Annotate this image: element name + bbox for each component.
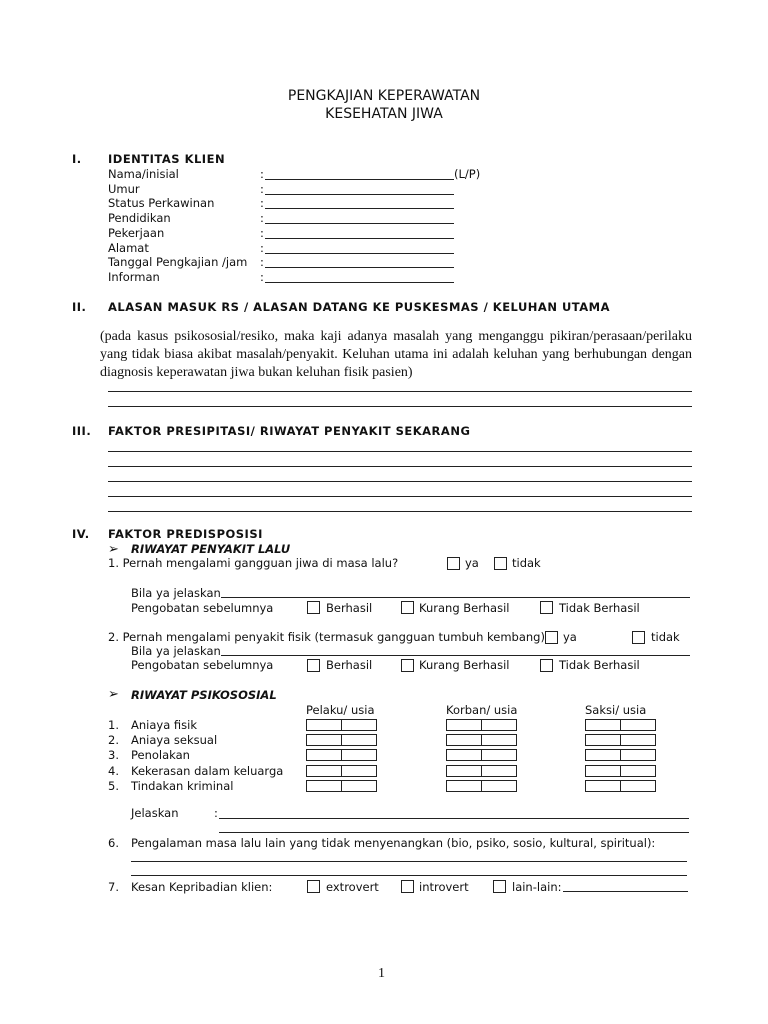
jelaskan-label: Jelaskan (131, 806, 179, 820)
psychosocial-item-number: 4. (108, 764, 119, 778)
colon: : (260, 167, 264, 181)
tidak-checkbox[interactable] (632, 631, 645, 644)
question-7: Kesan Kepribadian klien: (131, 880, 273, 894)
identity-field-input-line[interactable] (265, 208, 454, 209)
section-4-heading: FAKTOR PREDISPOSISI (108, 527, 263, 541)
colon: : (260, 270, 264, 284)
psychosocial-input-cell[interactable] (620, 765, 656, 777)
psychosocial-input-cell[interactable] (620, 719, 656, 731)
psychosocial-input-cell[interactable] (341, 734, 377, 746)
berhasil-checkbox[interactable] (307, 659, 320, 672)
psychosocial-input-cell[interactable] (620, 734, 656, 746)
psychosocial-input-cell[interactable] (446, 749, 482, 761)
colon: : (260, 196, 264, 210)
title-line-1: PENGKAJIAN KEPERAWATAN (287, 88, 481, 104)
answer-line[interactable] (108, 496, 692, 497)
identity-field-label: Pendidikan (108, 211, 171, 225)
arrow-bullet-icon: ➢ (108, 687, 119, 702)
psychosocial-item-label: Penolakan (131, 748, 190, 762)
answer-line[interactable] (219, 832, 689, 833)
answer-line[interactable] (221, 597, 690, 598)
tidak-berhasil-checkbox[interactable] (540, 659, 553, 672)
colon: : (214, 806, 218, 820)
psychosocial-input-cell[interactable] (341, 719, 377, 731)
psychosocial-input-cell[interactable] (306, 734, 342, 746)
lain-lain-label: lain-lain: (512, 880, 562, 894)
psychosocial-input-cell[interactable] (446, 780, 482, 792)
identity-field-input-line[interactable] (265, 179, 454, 180)
section-2-heading: ALASAN MASUK RS / ALASAN DATANG KE PUSKESMAS / KELUHAN UTAMA (108, 300, 610, 314)
subheading-riwayat-penyakit-lalu: RIWAYAT PENYAKIT LALU (131, 542, 291, 556)
psychosocial-item-number: 3. (108, 748, 119, 762)
psychosocial-input-cell[interactable] (481, 749, 517, 761)
psychosocial-input-cell[interactable] (585, 780, 621, 792)
column-pelaku: Pelaku/ usia (306, 703, 375, 717)
psychosocial-input-cell[interactable] (481, 765, 517, 777)
identity-field-input-line[interactable] (265, 267, 454, 268)
introvert-checkbox[interactable] (401, 880, 414, 893)
answer-line[interactable] (108, 466, 692, 467)
tidak-berhasil-label: Tidak Berhasil (559, 658, 640, 672)
section-1-number: I. (72, 152, 82, 166)
section-2-number: II. (72, 300, 87, 314)
kurang-berhasil-checkbox[interactable] (401, 659, 414, 672)
psychosocial-input-cell[interactable] (306, 780, 342, 792)
colon: : (260, 241, 264, 255)
identity-field-input-line[interactable] (265, 238, 454, 239)
psychosocial-item-label: Aniaya fisik (131, 718, 197, 732)
psychosocial-input-cell[interactable] (306, 765, 342, 777)
question-6-number: 6. (108, 836, 119, 850)
extrovert-label: extrovert (326, 880, 379, 894)
tidak-berhasil-label: Tidak Berhasil (559, 601, 640, 615)
identity-field-label: Nama/inisial (108, 167, 179, 181)
psychosocial-item-label: Aniaya seksual (131, 733, 218, 747)
column-korban: Korban/ usia (446, 703, 518, 717)
ya-label: ya (563, 630, 577, 644)
berhasil-checkbox[interactable] (307, 601, 320, 614)
section-1-heading: IDENTITAS KLIEN (108, 152, 226, 166)
kurang-berhasil-label: Kurang Berhasil (419, 601, 510, 615)
psychosocial-input-cell[interactable] (341, 780, 377, 792)
kurang-berhasil-label: Kurang Berhasil (419, 658, 510, 672)
psychosocial-input-cell[interactable] (585, 765, 621, 777)
psychosocial-input-cell[interactable] (306, 749, 342, 761)
identity-field-input-line[interactable] (265, 282, 454, 283)
psychosocial-input-cell[interactable] (446, 765, 482, 777)
tidak-label: tidak (512, 556, 541, 570)
bila-ya-label: Bila ya jelaskan (131, 586, 221, 600)
question-1: 1. Pernah mengalami gangguan jiwa di masa lalu? (108, 556, 399, 570)
title-line-2: KESEHATAN JIWA (325, 106, 443, 122)
psychosocial-input-cell[interactable] (481, 719, 517, 731)
berhasil-label: Berhasil (326, 658, 373, 672)
psychosocial-input-cell[interactable] (585, 719, 621, 731)
psychosocial-input-cell[interactable] (620, 780, 656, 792)
psychosocial-item-label: Kekerasan dalam keluarga (131, 764, 284, 778)
subheading-riwayat-psikososial: RIWAYAT PSIKOSOSIAL (131, 688, 277, 702)
colon: : (260, 255, 264, 269)
answer-line[interactable] (108, 406, 692, 407)
answer-line[interactable] (108, 481, 692, 482)
identity-field-input-line[interactable] (265, 223, 454, 224)
answer-line[interactable] (108, 511, 692, 512)
colon: : (260, 182, 264, 196)
identity-field-label: Tanggal Pengkajian /jam (108, 255, 248, 269)
colon: : (260, 226, 264, 240)
psychosocial-input-cell[interactable] (585, 749, 621, 761)
extrovert-checkbox[interactable] (307, 880, 320, 893)
psychosocial-input-cell[interactable] (446, 719, 482, 731)
ya-checkbox[interactable] (447, 557, 460, 570)
psychosocial-input-cell[interactable] (341, 765, 377, 777)
pengobatan-label: Pengobatan sebelumnya (131, 601, 274, 615)
answer-line[interactable] (221, 655, 690, 656)
colon: : (260, 211, 264, 225)
page-number: 1 (378, 966, 385, 981)
psychosocial-input-cell[interactable] (446, 734, 482, 746)
section-3-heading: FAKTOR PRESIPITASI/ RIWAYAT PENYAKIT SEKARANG (108, 424, 471, 438)
psychosocial-input-cell[interactable] (620, 749, 656, 761)
psychosocial-item-number: 5. (108, 779, 119, 793)
lain-lain-checkbox[interactable] (493, 880, 506, 893)
answer-line[interactable] (131, 875, 687, 876)
psychosocial-input-cell[interactable] (585, 734, 621, 746)
identity-field-label: Pekerjaan (108, 226, 165, 240)
question-6: Pengalaman masa lalu lain yang tidak menyenangkan (bio, psiko, sosio, kultural, spiritual): (131, 836, 656, 850)
ya-label: ya (465, 556, 479, 570)
pengobatan-label: Pengobatan sebelumnya (131, 658, 274, 672)
section-3-number: III. (72, 424, 92, 438)
tidak-berhasil-checkbox[interactable] (540, 601, 553, 614)
bila-ya-label: Bila ya jelaskan (131, 644, 221, 658)
identity-field-label: Informan (108, 270, 160, 284)
psychosocial-input-cell[interactable] (481, 734, 517, 746)
column-saksi: Saksi/ usia (585, 703, 647, 717)
section-4-number: IV. (72, 527, 90, 541)
identity-field-input-line[interactable] (265, 253, 454, 254)
question-7-number: 7. (108, 880, 119, 894)
answer-line[interactable] (219, 818, 689, 819)
tidak-label: tidak (651, 630, 680, 644)
identity-field-label: Status Perkawinan (108, 196, 215, 210)
identity-field-label: Alamat (108, 241, 149, 255)
answer-line[interactable] (563, 891, 688, 892)
gender-label: (L/P) (454, 167, 481, 181)
berhasil-label: Berhasil (326, 601, 373, 615)
psychosocial-input-cell[interactable] (306, 719, 342, 731)
answer-line[interactable] (108, 451, 692, 452)
psychosocial-item-number: 2. (108, 733, 119, 747)
psychosocial-item-label: Tindakan kriminal (131, 779, 234, 793)
psychosocial-input-cell[interactable] (341, 749, 377, 761)
psychosocial-item-number: 1. (108, 718, 119, 732)
introvert-label: introvert (419, 880, 469, 894)
answer-line[interactable] (131, 861, 687, 862)
question-2: 2. Pernah mengalami penyakit fisik (termasuk gangguan tumbuh kembang) (108, 630, 545, 644)
psychosocial-input-cell[interactable] (481, 780, 517, 792)
answer-line[interactable] (108, 391, 692, 392)
identity-field-input-line[interactable] (265, 194, 454, 195)
section-2-instructions: (pada kasus psikososial/resiko, maka kaji adanya masalah yang menganggu pikiran/perasaan/perilaku yang tidak biasa akibat masalah/penyakit. Keluhan utama ini adalah keluhan yang berhubungan dengan diagnosis keperawatan jiwa bukan keluhan fisik pasien) (100, 329, 692, 380)
arrow-bullet-icon: ➢ (108, 542, 119, 557)
kurang-berhasil-checkbox[interactable] (401, 601, 414, 614)
identity-field-label: Umur (108, 182, 140, 196)
tidak-checkbox[interactable] (494, 557, 507, 570)
ya-checkbox[interactable] (545, 631, 558, 644)
